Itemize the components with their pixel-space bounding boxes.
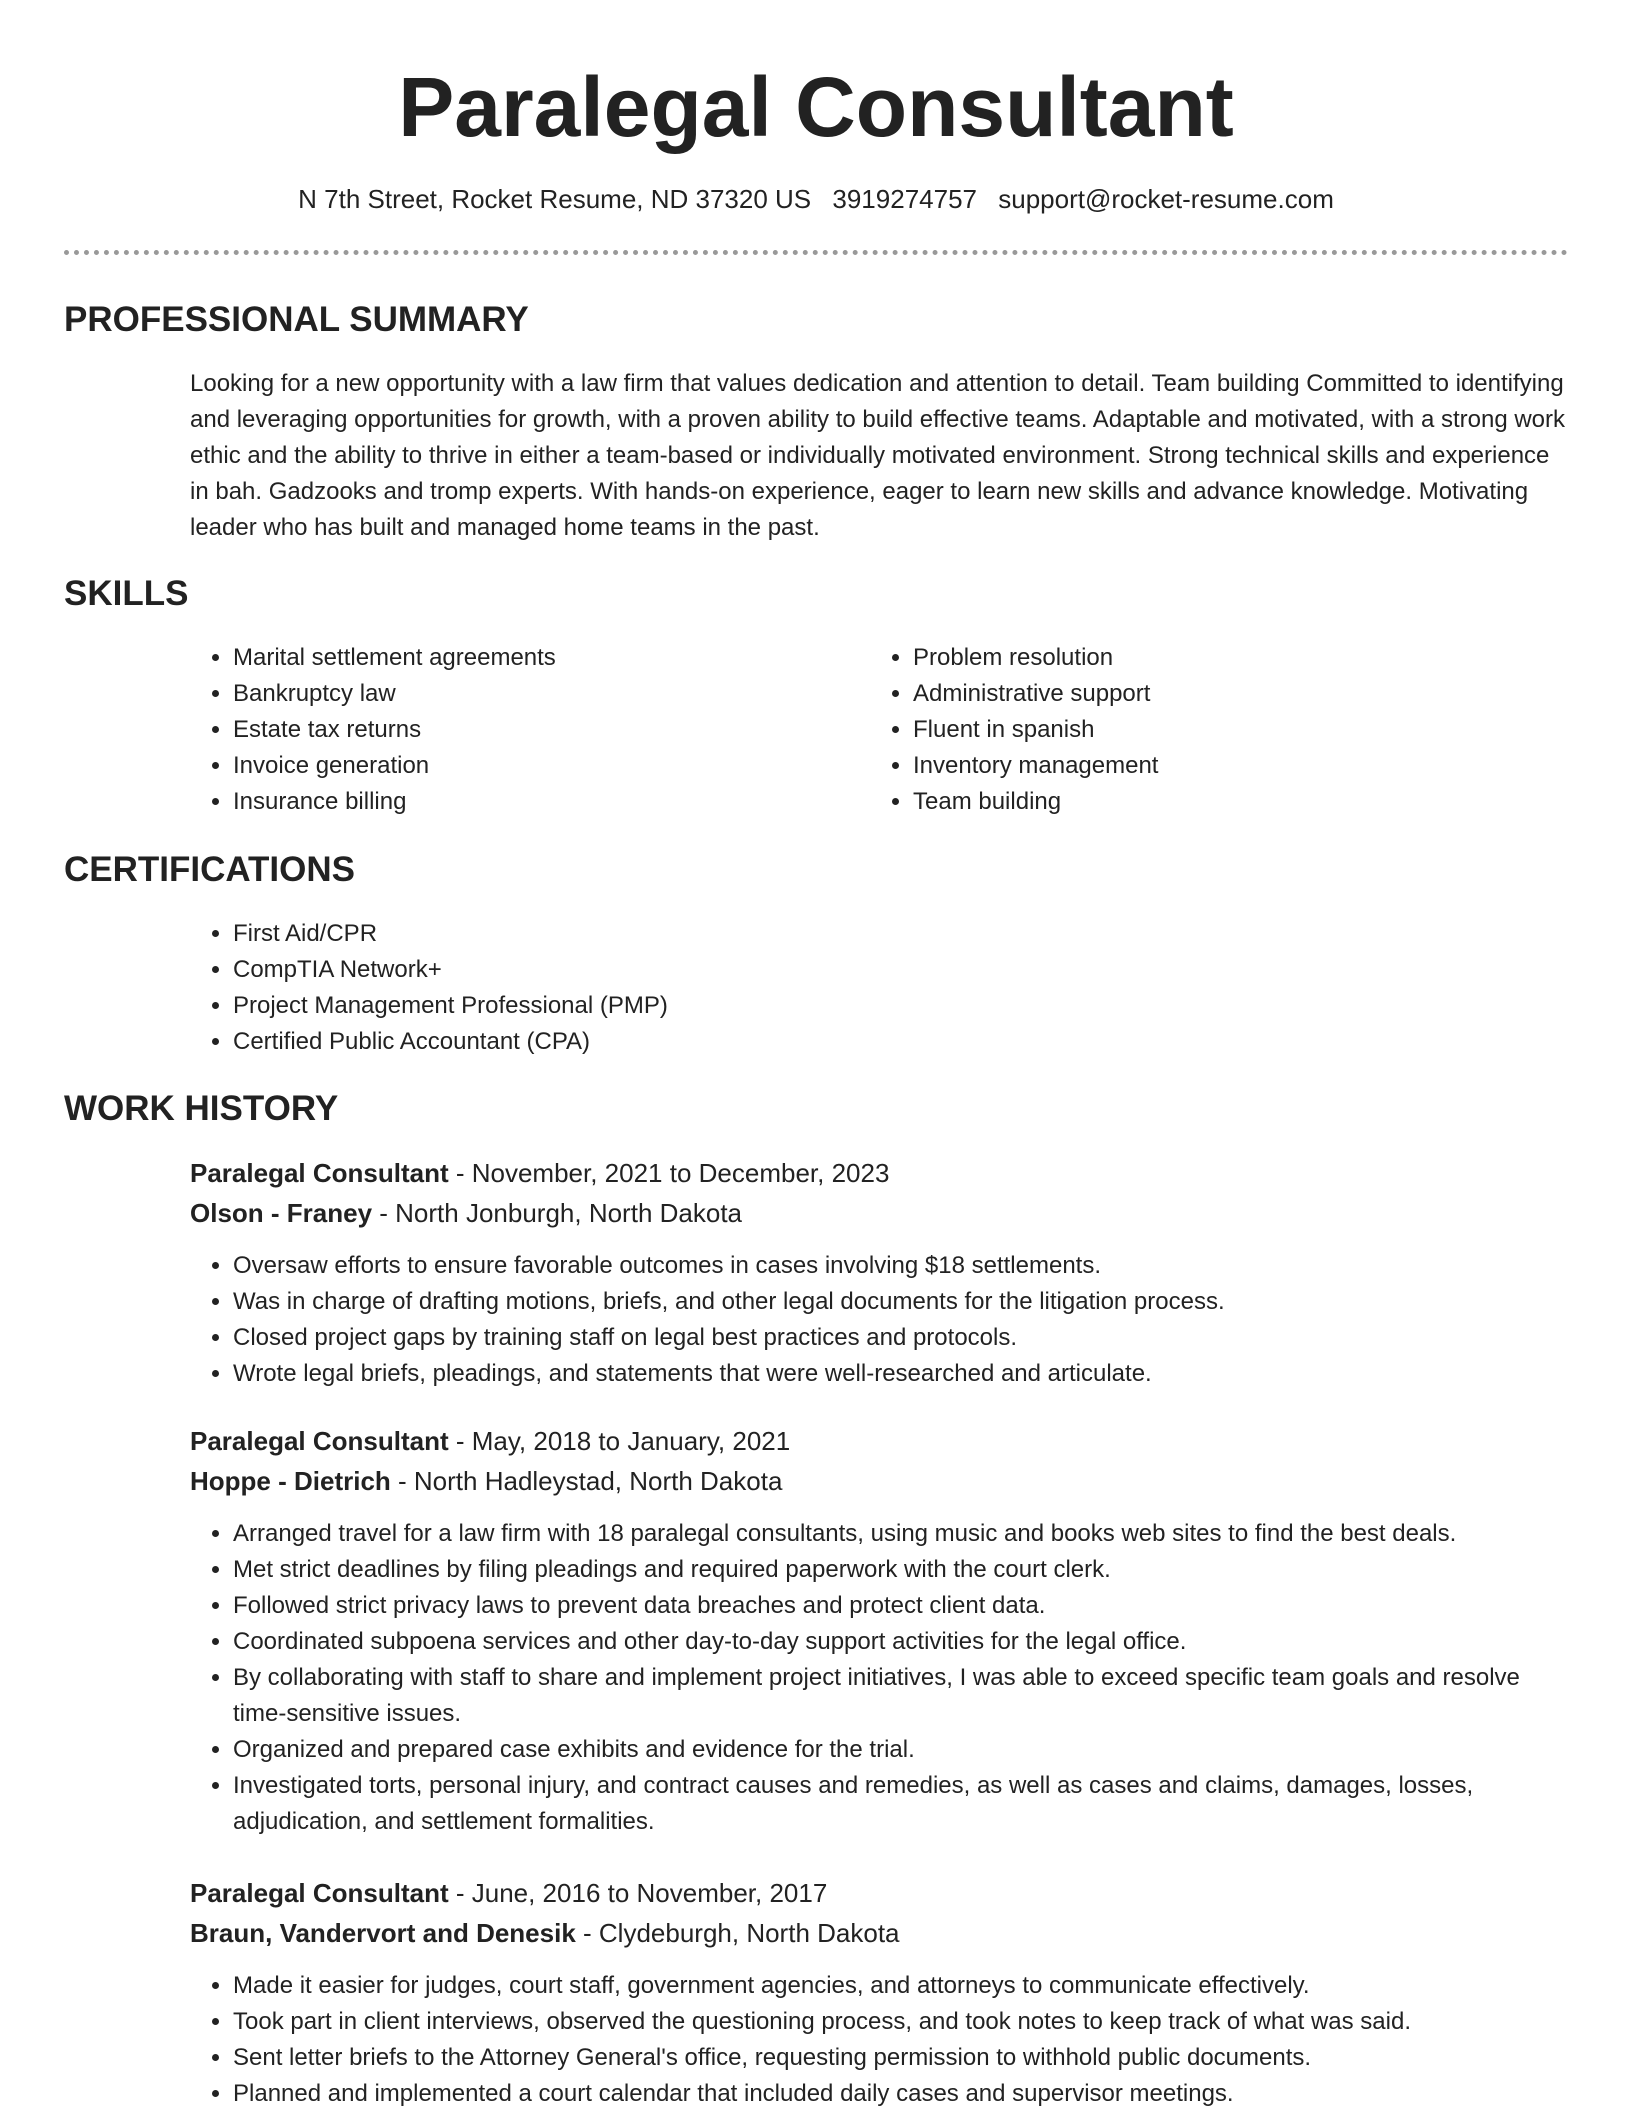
- list-item: • Sent letter briefs to the Attorney General's office, requesting permission to withhold public documents.: [233, 2040, 1560, 2076]
- list-item: • Organized and prepared case exhibits and evidence for the trial.: [233, 1732, 1560, 1768]
- list-item: • Investigated torts, personal injury, and contract causes and remedies, as well as cases and claims, damages, losses, adjudication, and settlement formalities.: [233, 1768, 1560, 1840]
- list-item: • Arranged travel for a law firm with 18 paralegal consultants, using music and books web sites to find the best deals.: [233, 1516, 1560, 1552]
- job-dates: - May, 2018 to January, 2021: [448, 1426, 791, 1456]
- list-item: • By collaborating with staff to share and implement project initiatives, I was able to exceed specific team goals and resolve time-sensitive issues.: [233, 1660, 1560, 1732]
- list-item: • Administrative support: [913, 676, 1530, 712]
- job-dates: - June, 2016 to November, 2017: [448, 1878, 828, 1908]
- list-item: • Followed strict privacy laws to prevent data breaches and protect client data.: [233, 1588, 1560, 1624]
- company-line: [190, 1196, 742, 1230]
- list-item: • Problem resolution: [913, 640, 1530, 676]
- contact-phone: 3919274757: [832, 184, 977, 214]
- list-item: • Certified Public Accountant (CPA): [233, 1024, 1190, 1060]
- company-line: [190, 1464, 782, 1498]
- list-item: • Planned and implemented a court calendar that included daily cases and supervisor meetings.: [233, 2076, 1560, 2112]
- company-location: - North Hadleystad, North Dakota: [390, 1466, 783, 1496]
- company-name: Olson - Franey: [190, 1198, 373, 1228]
- list-item: • Invoice generation: [233, 748, 850, 784]
- certifications-heading: CERTIFICATIONS: [64, 850, 356, 889]
- job-title-line: [190, 1156, 889, 1190]
- list-item: • Inventory management: [913, 748, 1530, 784]
- contact-line: [0, 182, 1632, 216]
- list-item: • Oversaw efforts to ensure favorable outcomes in cases involving $18 settlements.: [233, 1248, 1560, 1284]
- list-item: • Estate tax returns: [233, 712, 850, 748]
- job-title-line: [190, 1424, 790, 1458]
- list-item: • CompTIA Network+: [233, 952, 1190, 988]
- job-title-line: [190, 1876, 827, 1910]
- list-item: • Was in charge of drafting motions, briefs, and other legal documents for the litigation process.: [233, 1284, 1560, 1320]
- skills-heading: SKILLS: [64, 574, 189, 613]
- job-role: Paralegal Consultant: [190, 1158, 449, 1188]
- certifications-list: [190, 916, 1190, 1060]
- list-item: • Met strict deadlines by filing pleadings and required paperwork with the court clerk.: [233, 1552, 1560, 1588]
- list-item: • Project Management Professional (PMP): [233, 988, 1190, 1024]
- skills-column-left: [190, 640, 850, 820]
- job-dates: - November, 2021 to December, 2023: [448, 1158, 890, 1188]
- list-item: • Made it easier for judges, court staff, government agencies, and attorneys to communicate effectively.: [233, 1968, 1560, 2004]
- summary-heading: PROFESSIONAL SUMMARY: [64, 300, 529, 339]
- job-role: Paralegal Consultant: [190, 1878, 449, 1908]
- job-bullets: [190, 1248, 1560, 1392]
- list-item: • First Aid/CPR: [233, 916, 1190, 952]
- list-item: • Team building: [913, 784, 1530, 820]
- list-item: • Took part in client interviews, observed the questioning process, and took notes to keep track of what was said.: [233, 2004, 1560, 2040]
- job-bullets: [190, 1968, 1560, 2112]
- work-history-heading: WORK HISTORY: [64, 1089, 339, 1128]
- header-divider: [64, 250, 1568, 255]
- resume-name: Paralegal Consultant: [398, 60, 1234, 154]
- summary-text: Looking for a new opportunity with a law firm that values dedication and attention to detail. Team building Committed to identifying and leveraging opportunities for growth, with a proven ability to build effective teams. Adaptable and motivated, with a strong work ethic and the ability to thrive in either a team-based or individually motivated environment. Strong technical skills and experience in bah. Gadzooks and tromp experts. With hands-on experience, eager to learn new skills and advance knowledge. Motivating leader who has built and managed home teams in the past.: [190, 370, 1566, 541]
- list-item: • Wrote legal briefs, pleadings, and statements that were well-researched and articulate.: [233, 1356, 1560, 1392]
- list-item: • Closed project gaps by training staff on legal best practices and protocols.: [233, 1320, 1560, 1356]
- contact-email: support@rocket-resume.com: [998, 184, 1334, 214]
- company-name: Braun, Vandervort and Denesik: [190, 1918, 576, 1948]
- contact-address: N 7th Street, Rocket Resume, ND 37320 US: [298, 184, 812, 214]
- list-item: • Coordinated subpoena services and other day-to-day support activities for the legal office.: [233, 1624, 1560, 1660]
- company-location: - North Jonburgh, North Dakota: [372, 1198, 743, 1228]
- company-line: [190, 1916, 900, 1950]
- company-name: Hoppe - Dietrich: [190, 1466, 391, 1496]
- skills-column-right: [870, 640, 1530, 820]
- list-item: • Bankruptcy law: [233, 676, 850, 712]
- list-item: • Marital settlement agreements: [233, 640, 850, 676]
- list-item: • Fluent in spanish: [913, 712, 1530, 748]
- job-bullets: [190, 1516, 1560, 1840]
- job-role: Paralegal Consultant: [190, 1426, 449, 1456]
- company-location: - Clydeburgh, North Dakota: [575, 1918, 900, 1948]
- list-item: • Insurance billing: [233, 784, 850, 820]
